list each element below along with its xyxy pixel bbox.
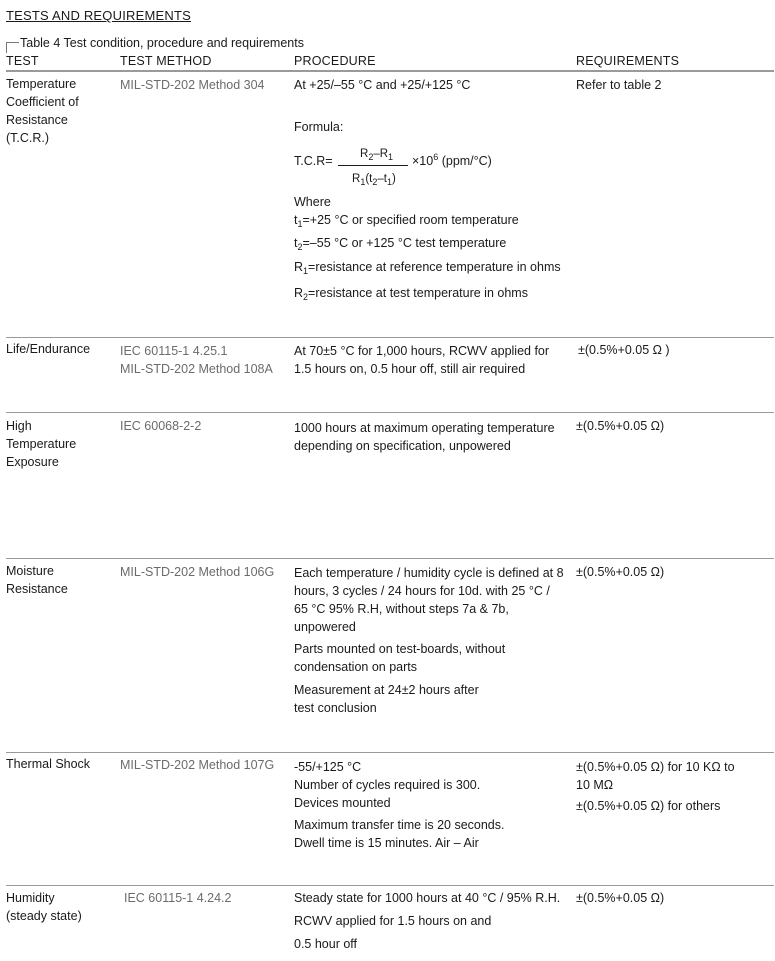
tcr-t2-definition: $t_2=-55$ °C or +125 °C test temperature (294, 236, 507, 252)
tcr-formula-lhs: T.C.R= (294, 154, 333, 168)
humidity-method: IEC 60115-1 4.24.2 (124, 891, 232, 905)
hte-procedure: 1000 hours at maximum operating temperature depending on specification, unpowered (294, 421, 555, 453)
header-procedure: PROCEDURE (294, 54, 376, 68)
tcr-procedure: At +25/–55 °C and +25/+125 °C (294, 78, 471, 92)
tcr-formula-numerator: $R_2-R_1$ (360, 148, 394, 162)
tcr-formula-multiplier: $\times 10^6$ (ppm/°C) (412, 152, 492, 168)
header-test-method: TEST METHOD (120, 54, 212, 68)
row-divider (6, 337, 774, 338)
header-requirements: REQUIREMENTS (576, 54, 680, 68)
tcr-fraction-bar (338, 165, 408, 166)
tcr-formula-denominator: $R_1(t_2-t_1)$ (352, 173, 396, 187)
humidity-procedure-off: 0.5 hour off (294, 937, 358, 951)
row-divider (6, 558, 774, 559)
row-divider (6, 885, 774, 886)
life-requirements: ±(0.5%+0.05 Ω ) (578, 343, 670, 357)
hte-requirements: ±(0.5%+0.05 Ω) (576, 419, 665, 433)
tcr-t1-definition: $t_1=+25$ °C or specified room temperature (294, 213, 519, 229)
thermal-test-name: Thermal Shock (6, 757, 91, 771)
moisture-test-name: Moisture Resistance (6, 564, 68, 596)
section-title: TESTS AND REQUIREMENTS (6, 8, 191, 23)
tcr-formula-label: Formula: (294, 120, 344, 134)
row-divider (6, 412, 774, 413)
moisture-requirements: ±(0.5%+0.05 Ω) (576, 565, 665, 579)
life-test-name: Life/Endurance (6, 342, 91, 356)
humidity-procedure-steady: Steady state for 1000 hours at 40 °C / 95% R.H. (294, 891, 561, 905)
moisture-procedure-cycle: Each temperature / humidity cycle is defined at 8 hours, 3 cycles / 24 hours for 10d. with 25 °C / 65 °C 95% R.H, without steps 7a & 7b, unpowered (294, 566, 564, 634)
moisture-procedure-measurement: Measurement at 24±2 hours after test conclusion (294, 683, 479, 715)
humidity-test-name: Humidity (steady state) (6, 891, 82, 923)
thermal-procedure-transfer: Maximum transfer time is 20 seconds. Dwell time is 15 minutes. Air – Air (294, 818, 505, 850)
thermal-requirements-others: ±(0.5%+0.05 Ω) for others (576, 799, 721, 813)
hte-method: IEC 60068-2-2 (120, 419, 202, 433)
tcr-method: MIL-STD-202 Method 304 (120, 78, 265, 92)
thermal-method: MIL-STD-202 Method 107G (120, 758, 275, 772)
tcr-r2-definition: $R_2=resistance$ at test temperature in ohms (294, 286, 528, 302)
thermal-procedure-cycles: -55/+125 °C Number of cycles required is 300. Devices mounted (294, 760, 481, 810)
row-divider (6, 752, 774, 753)
moisture-method: MIL-STD-202 Method 106G (120, 565, 275, 579)
tcr-r1-definition: $R_1=resistance$ at reference temperature in ohms (294, 260, 561, 276)
tcr-test-name: Temperature Coefficient of Resistance (T.C.R.) (6, 77, 79, 145)
table-caption: Table 4 Test condition, procedure and requirements (20, 36, 304, 50)
life-procedure: At 70±5 °C for 1,000 hours, RCWV applied for 1.5 hours on, 0.5 hour off, still air required (294, 344, 550, 376)
header-rule (6, 70, 774, 72)
header-test: TEST (6, 54, 39, 68)
caption-bracket (6, 42, 19, 53)
humidity-procedure-rcwv: RCWV applied for 1.5 hours on and (294, 914, 492, 928)
life-method: IEC 60115-1 4.25.1 MIL-STD-202 Method 108A (120, 344, 273, 376)
tcr-where: Where (294, 195, 331, 209)
tcr-requirements: Refer to table 2 (576, 78, 662, 92)
thermal-requirements-range: ±(0.5%+0.05 Ω) for 10 KΩ to 10 MΩ (576, 760, 735, 792)
humidity-requirements: ±(0.5%+0.05 Ω) (576, 891, 665, 905)
moisture-procedure-mounting: Parts mounted on test-boards, without condensation on parts (294, 642, 506, 674)
hte-test-name: High Temperature Exposure (6, 419, 77, 469)
